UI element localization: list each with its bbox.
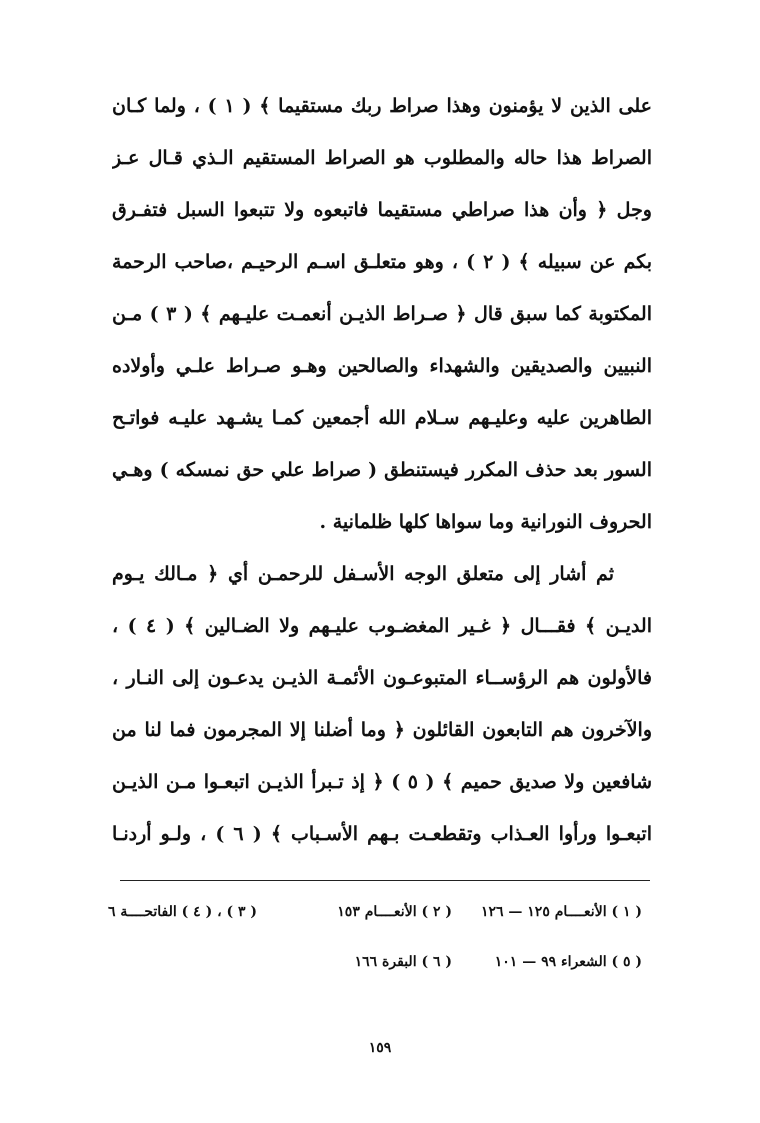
text-line: والآخرون هم التابعون القائلون ﴿ وما أضلنا إلا المجرمون فما لنا من xyxy=(112,719,652,741)
text-line: الصراط هذا حاله والمطلوب هو الصراط المستقيم الـذي قـال عـز xyxy=(112,147,652,169)
footnote-1: ( ١ ) الأنعــــام ١٢٥ — ١٢٦ xyxy=(480,904,642,920)
text-line: السور بعد حذف المكرر فيستنطق ( صراط علي حق نمسكه ) وهـي xyxy=(112,459,652,481)
footnotes xyxy=(108,904,652,1004)
footnote-row xyxy=(108,904,652,954)
footnote-row xyxy=(112,954,652,1004)
footnote-6: ( ٦ ) البقرة ١٦٦ xyxy=(354,954,452,970)
text-line: الطاهرين عليه وعليـهم سـلام الله أجمعين كمـا يشـهد عليـه فواتـح xyxy=(112,407,652,429)
body-text xyxy=(112,80,652,860)
footnote-divider xyxy=(120,880,650,881)
footnote-2: ( ٢ ) الأنعــــام ١٥٣ xyxy=(337,904,452,920)
paragraph-start-line: ثم أشار إلى متعلق الوجه الأسـفل للرحمـن أي ﴿ مـالك يـوم xyxy=(112,563,614,585)
text-line: شافعين ولا صديق حميم ﴾ ( ٥ ) ﴿ إذ تـبرأ الذيـن اتبعـوا مـن الذيـن xyxy=(112,771,652,793)
footnote-5: ( ٥ ) الشعراء ٩٩ — ١٠١ xyxy=(494,954,642,970)
text-line: بكم عن سبيله ﴾ ( ٢ ) ، وهو متعلـق اسـم الرحيـم ،صاحب الرحمة xyxy=(112,251,652,273)
text-line: الحروف النورانية وما سواها كلها ظلمانية . xyxy=(319,511,652,533)
text-line: النبيين والصديقين والشهداء والصالحين وهـو صـراط علـي وأولاده xyxy=(112,355,652,377)
text-line: المكتوبة كما سبق قال ﴿ صـراط الذيـن أنعمـت عليـهم ﴾ ( ٣ ) مـن xyxy=(112,303,652,325)
text-line: الديـن ﴾ فقـــال ﴿ غـير المغضـوب عليـهم ولا الضـالين ﴾ ( ٤ ) ، xyxy=(112,615,652,637)
text-line: اتبعـوا ورأوا العـذاب وتقطعـت بـهم الأسـباب ﴾ ( ٦ ) ، ولـو أردنـا xyxy=(112,823,652,845)
text-line: وجل ﴿ وأن هذا صراطي مستقيما فاتبعوه ولا تتبعوا السبل فتفـرق xyxy=(112,199,652,221)
text-line: فالأولون هم الرؤســاء المتبوعـون الأئمـة الذيـن يدعـون إلى النـار ، xyxy=(112,667,652,689)
text-line: على الذين لا يؤمنون وهذا صراط ربك مستقيما ﴾ ( ١ ) ، ولما كـان xyxy=(112,95,652,117)
footnote-3-4: ( ٣ ) ، ( ٤ ) الفاتحــــة ٦ xyxy=(108,904,257,920)
page-number: ١٥٩ xyxy=(368,1040,392,1056)
